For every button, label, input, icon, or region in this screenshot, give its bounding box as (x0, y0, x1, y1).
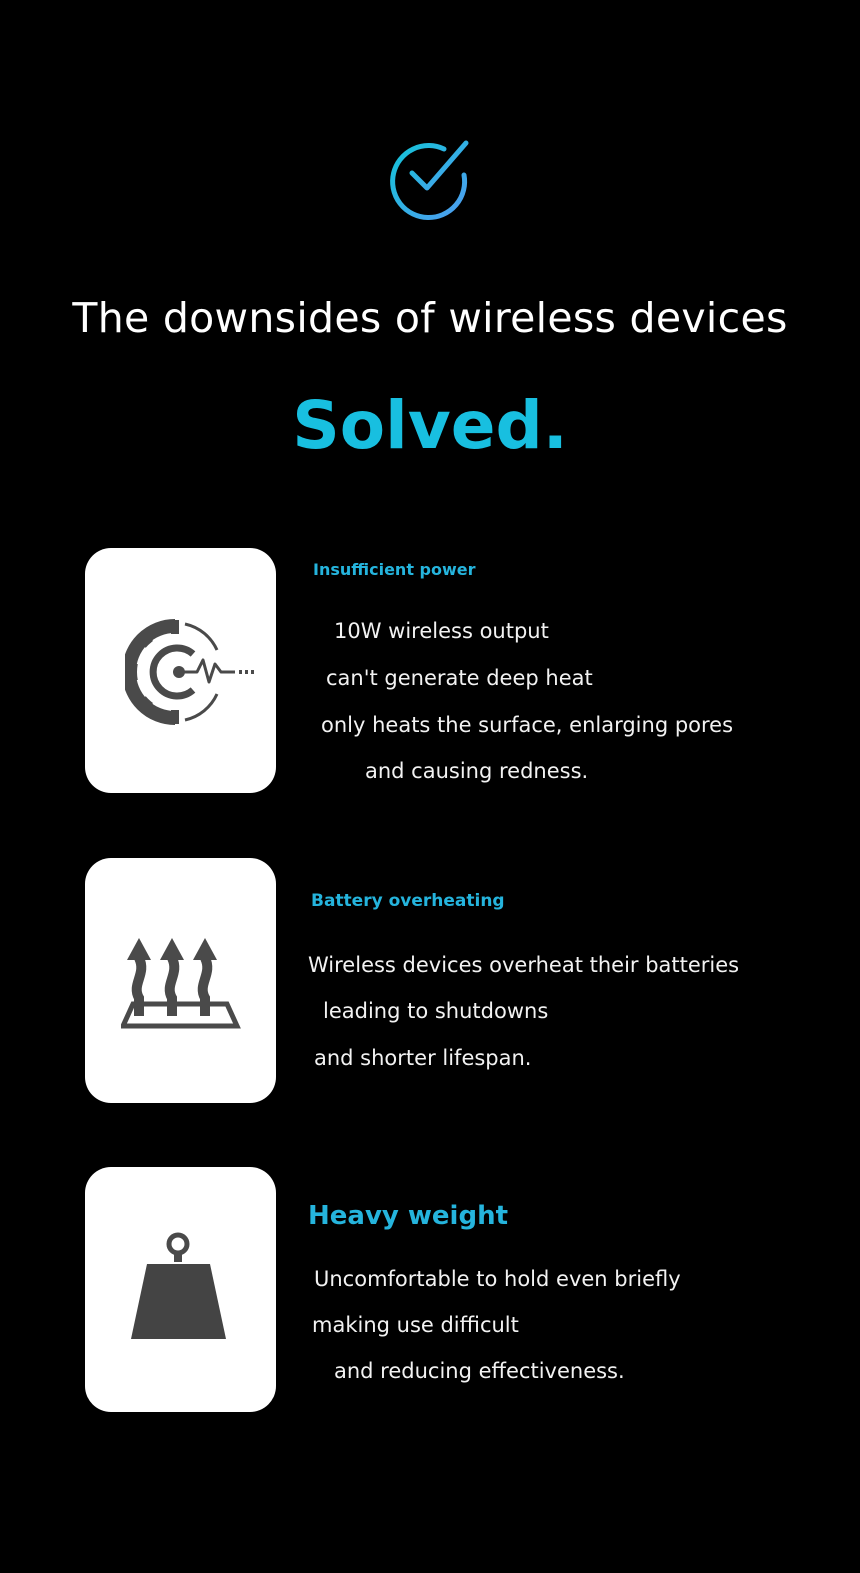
gear-pulse-icon (125, 618, 257, 726)
page-headline: The downsides of wireless devices (72, 294, 788, 342)
issue-text-line: leading to shutdowns (323, 999, 549, 1023)
check-circle-icon (386, 137, 472, 223)
issue-text-line: only heats the surface, enlarging pores (321, 713, 734, 737)
weight-icon (129, 1229, 229, 1345)
issue-card-overheating (85, 858, 276, 1103)
issue-text-line: and causing redness. (365, 759, 589, 783)
heat-waves-icon (121, 936, 241, 1032)
issue-title-power: Insufficient power (313, 560, 476, 579)
issue-card-weight (85, 1167, 276, 1412)
issue-text-line: 10W wireless output (334, 619, 549, 643)
issue-card-power (85, 548, 276, 793)
issue-text-line: Wireless devices overheat their batteries (308, 953, 740, 977)
issue-title-weight: Heavy weight (308, 1201, 509, 1231)
issue-text-line: Uncomfortable to hold even briefly (314, 1267, 681, 1291)
issue-title-overheating: Battery overheating (311, 891, 505, 911)
issue-text-line: and shorter lifespan. (314, 1046, 532, 1070)
solved-heading: Solved. (292, 387, 568, 464)
issue-text-line: and reducing effectiveness. (334, 1359, 625, 1383)
issue-text-line: making use difficult (312, 1313, 519, 1337)
issue-text-line: can't generate deep heat (326, 666, 593, 690)
